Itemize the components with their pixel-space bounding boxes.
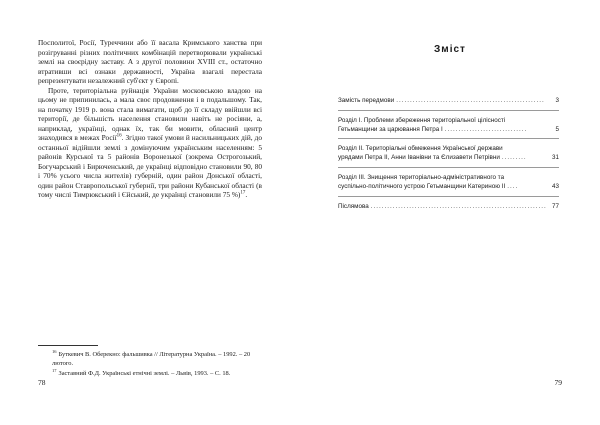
paragraph-1: Посполитої, Росії, Туреччини або її васала Кримського ханства при розігруванні різних політичних комбінацій перетворювали українські землі на своєрідну заставу. А з другої половини XVIII ст., остаточно втративши всі ознаки державності, Україна взагалі перестала репрезентувати незалежний суб'єкт у Європі.	[38, 38, 262, 85]
toc-label: Післямова	[338, 202, 369, 210]
toc-line	[338, 126, 559, 135]
toc-entry-chapter-1[interactable]	[338, 117, 559, 140]
toc-label-line1: Розділ ІІ. Територіальні обмеження Української держави	[338, 145, 503, 153]
toc-leader: ......................................................	[396, 97, 545, 104]
paragraph-2-cont: . Згідно такої умови й насильницьких дій, до останньої відійшли землі з домінуючим українським населенням: 5 районів Курської та 5 районів Воронезької (зокрема Острогозький, Богучарський і Бирюченський, де українці відповідно становили 90, 80 і 70% усього числа жителів) губерній, один район Донської області, один район Ставропольської губернії, три райони Кубанської області (в тому числі Тимрюкський і Єйський, де українці становили 75 %)	[38, 133, 262, 199]
footnote-ref-17[interactable]: 17	[240, 190, 246, 196]
toc-leader: ....	[507, 182, 519, 190]
toc-leader: .........	[501, 154, 527, 162]
toc-leader: ..............................	[444, 125, 528, 133]
paragraph-2-end: .	[245, 190, 248, 199]
footnote-16	[38, 348, 262, 368]
body-text	[38, 38, 262, 200]
toc-title: Зміст	[434, 44, 466, 55]
page-number-left: 78	[38, 378, 46, 387]
toc-page: 5	[555, 125, 559, 133]
table-of-contents	[338, 97, 559, 221]
toc-page: 31	[551, 154, 559, 162]
toc-page: 77	[551, 202, 559, 210]
toc-label: Замість передмови	[338, 97, 395, 104]
toc-label-line1: Розділ ІІІ. Знищення територіально-адміністративного та	[338, 173, 505, 181]
toc-label-line1: Розділ І. Проблеми збереження територіальної цілісності	[338, 116, 506, 124]
toc-line	[338, 203, 559, 212]
right-page	[300, 0, 600, 425]
paragraph-2-text: Проте, територіальна руйнація України московською владою на цьому не припинилась, а мала своє продовження і в подальшому. Так, на початку 1919 р. вона стала вимагати, щоб до її складу ввійшли всі території, де більшість населення становили навіть не росіяни, а, наприклад, українці, однак їх, так би мовити, обласний центр знаходився в межах Росії	[38, 85, 262, 142]
toc-line	[338, 97, 559, 106]
toc-page: 3	[555, 97, 559, 104]
toc-line	[338, 154, 559, 163]
footnotes	[38, 348, 262, 381]
footnote-mark: 16	[52, 348, 57, 354]
toc-entry-afterword[interactable]	[338, 203, 559, 216]
paragraph-2	[38, 86, 262, 200]
footnote-mark: 17	[52, 368, 57, 374]
toc-entry-foreword[interactable]	[338, 97, 559, 111]
footnote-divider	[38, 345, 98, 346]
toc-leader: ................................................................	[370, 202, 547, 210]
footnote-text: Буткевич В. Оберекно: фальшивка // Літературна Україна. – 1992. – 20 лютого.	[52, 351, 251, 367]
page-number-right: 79	[554, 378, 562, 387]
toc-entry-chapter-3[interactable]	[338, 174, 559, 197]
toc-label: суспільно-політичного устрою Гетьманщини Катериною ІІ	[338, 182, 506, 190]
toc-label: Гетьманщини за царювання Петра І	[338, 125, 443, 133]
footnote-17	[38, 370, 262, 379]
toc-label: урядами Петра ІІ, Анни Іванівни та Єлизавети Петрівни	[338, 154, 500, 162]
toc-line	[338, 183, 559, 192]
footnote-ref-16[interactable]: 16	[116, 133, 122, 139]
toc-entry-chapter-2[interactable]	[338, 145, 559, 168]
footnote-text: Заставний Ф.Д. Українські етнічні землі. – Львів, 1993. – С. 18.	[58, 370, 231, 378]
toc-page: 43	[551, 182, 559, 190]
